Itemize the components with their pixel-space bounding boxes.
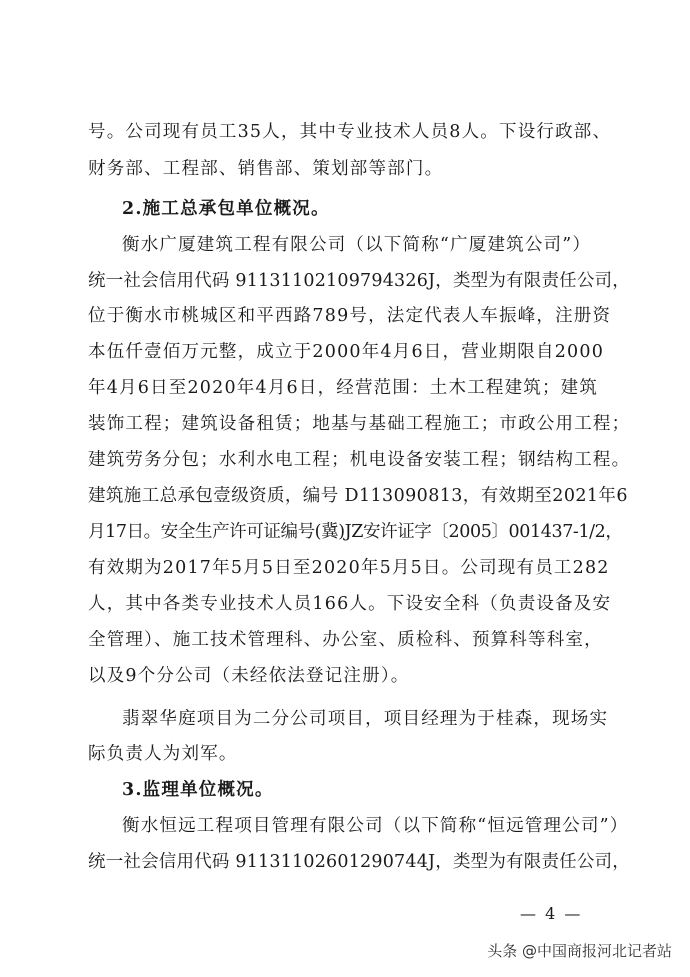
body-line: 建筑施工总承包壹级资质，编号 D113090813，有效期至2021年6 [88,486,628,506]
paragraph-first-line: 衡水广厦建筑工程有限公司（以下简称“广厦建筑公司”） [122,235,592,255]
body-line: 位于衡水市桃城区和平西路789号，法定代表人车振峰，注册资 [88,306,612,326]
body-line: 人，其中各类专业技术人员166人。下设安全科（负责设备及安 [88,594,612,614]
body-line: 有效期为2017年5月5日至2020年5月5日。公司现有员工282 [88,558,610,578]
body-line: 统一社会信用代码 91131102109794326J，类型为有限责任公司， [88,271,630,291]
paragraph-first-line: 翡翠华庭项目为二分公司项目，项目经理为于桂森，现场实 [122,709,609,729]
body-line: 号。公司现有员工35人，其中专业技术人员8人。下设行政部、 [88,122,612,142]
body-line: 统一社会信用代码 91131102601290744J，类型为有限责任公司， [88,852,630,872]
paragraph-first-line: 衡水恒远工程项目管理有限公司（以下简称“恒远管理公司”） [122,816,629,836]
section-heading: 3.监理单位概况。 [122,780,274,800]
section-heading: 2.施工总承包单位概况。 [122,199,330,219]
page-number: — 4 — [520,904,583,923]
body-line: 年4月6日至2020年4月6日，经营范围：土木工程建筑；建筑 [88,378,599,398]
body-line: 财务部、工程部、销售部、策划部等部门。 [88,159,444,179]
body-line: 月17日。安全生产许可证编号(冀)JZ安许证字〔2005〕001437-1/2， [88,522,623,542]
body-line: 以及9个分公司（未经依法登记注册）。 [88,666,410,686]
body-line: 本伍仟壹佰万元整，成立于2000年4月6日，营业期限自2000 [88,342,605,362]
body-line: 建筑劳务分包；水利水电工程；机电设备安装工程；钢结构工程。 [88,450,631,470]
body-line: 装饰工程；建筑设备租赁；地基与基础工程施工；市政公用工程； [88,414,631,434]
watermark: 头条 @中国商报河北记者站 [483,938,676,963]
body-line: 全管理）、施工技术管理科、办公室、质检科、预算科等科室， [88,630,603,650]
body-line: 际负责人为刘军。 [88,744,238,764]
